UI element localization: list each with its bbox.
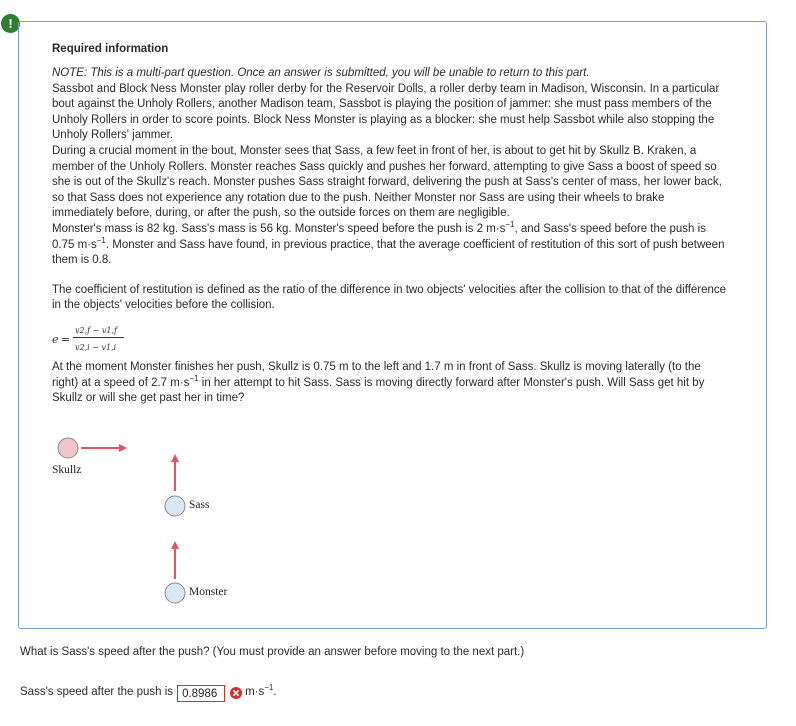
p5-part-a: At the moment Monster finishes her push, Skullz is 0.75 m to the left and 1.7 m in front of Sass. Skullz is moving laterally (to the right) at a speed of 2.7 m·s (52, 360, 701, 389)
answer-input[interactable]: 0.8986 (177, 685, 225, 702)
sass-marker (165, 496, 185, 516)
equation-denominator: v2,i − v1,i (75, 342, 117, 352)
question-text: What is Sass's speed after the push? (You must provide an answer before moving to the next part.) (20, 646, 525, 658)
paragraph-2: During a crucial moment in the bout, Monster sees that Sass, a few feet in front of her, is about to get hit by Skullz B. Kraken, a member of the Unholy Rollers. Monster reaches Sass quickly and pushes her forward, attempting to give Sass a boost of speed so she is out of the Skullz's reach. Monster pushes Sass straight forward, delivering the push at Sass's center of mass, her lower back, so that Sass does not experience any rotation due to the push. Neither Monster nor Sass are using their wheels to brake immediately before, during, or after the push, so the outside forces on them are negligible. (52, 144, 722, 220)
equation-numerator: v2,f − v1,f (75, 325, 118, 335)
error-icon (230, 687, 242, 699)
paragraph-4: The coefficient of restitution is defined as the ratio of the difference in two objects' velocities after the collision to that of the difference in the objects' velocities before the collision. (52, 283, 727, 312)
required-information-panel (18, 21, 767, 629)
p3-part-a: Monster's mass is 82 kg. Sass's mass is 56 kg. Monster's speed before the push is 2 m·s (52, 222, 506, 235)
skater-diagram (19, 22, 766, 628)
skullz-label: Skullz (52, 464, 82, 476)
p3-part-c: . Monster and Sass have found, in previous practice, that the average coefficient of restitution of this sort of push between them is 0.8. (52, 238, 725, 267)
alert-icon: ! (1, 14, 20, 33)
sass-label: Sass (189, 499, 210, 511)
unit-text: m·s (245, 686, 265, 699)
monster-marker (165, 583, 185, 603)
skullz-marker (58, 438, 78, 458)
unit-end: . (273, 686, 277, 699)
answer-label: Sass's speed after the push is (20, 686, 174, 699)
answer-unit (245, 685, 277, 701)
answer-row (20, 683, 277, 703)
info-title: Required information (52, 43, 169, 55)
note-text: NOTE: This is a multi-part question. Once an answer is submitted, you will be unable to return to this part. (52, 67, 590, 79)
exponent: −1 (96, 235, 106, 245)
monster-label: Monster (189, 586, 228, 598)
p5-part-b: in her attempt to hit Sass. Sass is moving directly forward after Monster's push. Will Sass get hit by Skullz or will she get past her in time? (52, 376, 705, 405)
equation-lhs: e (52, 332, 59, 346)
paragraph-1: Sassbot and Block Ness Monster play roller derby for the Reservoir Dolls, a roller derby team in Madison, Wisconsin. In a particular bout against the Unholy Rollers, another Madison team, Sassbot is playing the position of jammer: she must pass members of the Unholy Rollers in order to score points. Block Ness Monster is playing as a blocker: she must help Sassbot while also stopping the Unholy Rollers' jammer. (52, 82, 720, 142)
equation-equals: = (61, 332, 71, 346)
unit-exponent: −1 (264, 683, 274, 693)
exponent: −1 (189, 373, 199, 383)
p3-part-b: , and Sass's speed before the push is 0.75 m·s (52, 222, 706, 251)
exponent: −1 (505, 220, 515, 230)
